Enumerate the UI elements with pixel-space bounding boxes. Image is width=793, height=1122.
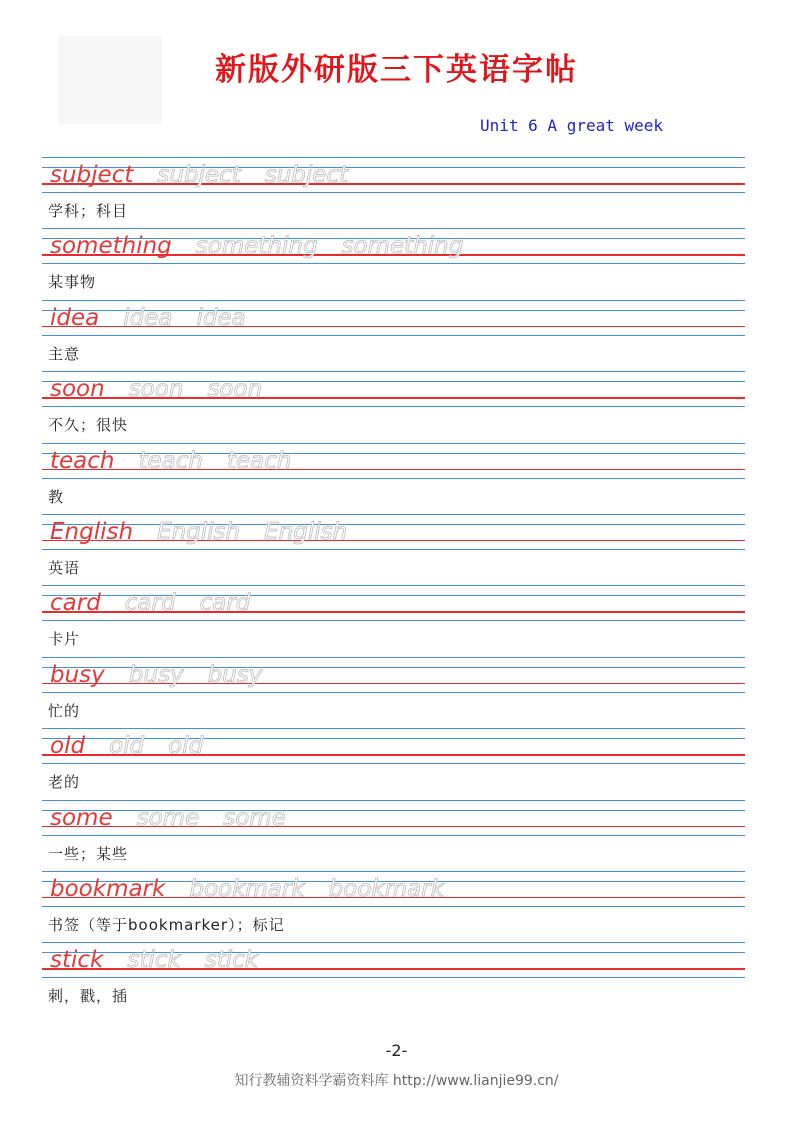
- unit-subtitle: Unit 6 A great week: [480, 116, 664, 135]
- writing-lines: [42, 869, 745, 906]
- trace-word: stick: [127, 947, 181, 974]
- vocab-word: card: [50, 590, 101, 617]
- vocab-meaning: 主意: [48, 344, 81, 363]
- writing-lines: [42, 441, 745, 478]
- word-row: [50, 301, 246, 335]
- word-row: [50, 158, 348, 192]
- vocab-word: bookmark: [50, 875, 166, 902]
- writing-lines: [42, 726, 745, 763]
- guide-line: [42, 478, 745, 479]
- vocab-word: subject: [50, 162, 134, 188]
- word-row: [50, 729, 203, 763]
- vocab-entry: [42, 369, 745, 440]
- trace-word: something: [195, 233, 318, 260]
- vocab-meaning: 书签（等于bookmarker）；标记: [48, 915, 285, 934]
- writing-lines: [42, 583, 745, 620]
- trace-word: bookmark: [328, 875, 445, 902]
- trace-word: soon: [207, 376, 263, 403]
- writing-lines: [42, 940, 745, 977]
- vocab-entry: [42, 869, 745, 940]
- guide-line: [42, 977, 745, 978]
- trace-word: idea: [196, 304, 246, 331]
- word-row: [50, 444, 292, 478]
- guide-line: [42, 335, 745, 336]
- word-row: [50, 515, 347, 549]
- vocab-entry: [42, 441, 745, 512]
- trace-word: English: [157, 518, 241, 545]
- word-row: [50, 586, 250, 620]
- guide-line: [42, 620, 745, 621]
- vocab-entry: [42, 583, 745, 654]
- writing-lines: [42, 369, 745, 406]
- vocab-meaning: 刺，戳，插: [48, 987, 129, 1006]
- trace-word: busy: [207, 661, 263, 688]
- vocab-entry: [42, 655, 745, 726]
- guide-line: [42, 406, 745, 407]
- trace-word: some: [223, 804, 286, 831]
- vocab-word: stick: [50, 947, 104, 974]
- writing-lines: [42, 155, 745, 192]
- trace-word: bookmark: [189, 875, 305, 902]
- word-row: [50, 658, 262, 692]
- vocab-entry: [42, 226, 745, 297]
- vocab-meaning: 老的: [48, 773, 81, 792]
- trace-word: soon: [128, 376, 184, 403]
- vocab-meaning: 忙的: [48, 701, 81, 720]
- word-row: [50, 872, 444, 906]
- writing-lines: [42, 512, 745, 549]
- writing-lines: [42, 226, 745, 263]
- vocab-word: busy: [50, 661, 105, 688]
- trace-word: busy: [128, 661, 184, 688]
- trace-word: stick: [204, 947, 259, 974]
- guide-line: [42, 763, 745, 764]
- guide-line: [42, 549, 745, 550]
- trace-word: something: [341, 233, 464, 260]
- copybook-rows: [42, 155, 745, 1012]
- vocab-word: some: [50, 804, 113, 831]
- vocab-entry: [42, 726, 745, 797]
- page-number: -2-: [385, 1041, 408, 1060]
- vocab-word: something: [50, 233, 172, 260]
- writing-lines: [42, 298, 745, 335]
- footer-text: 知行教辅资料学霸资料库 http://www.lianjie99.cn/: [234, 1073, 559, 1089]
- vocab-meaning: 某事物: [48, 273, 97, 292]
- vocab-meaning: 学科；科目: [48, 202, 129, 220]
- vocab-entry: [42, 798, 745, 869]
- vocab-entry: [42, 298, 745, 369]
- trace-word: teach: [227, 447, 292, 474]
- vocab-meaning: 一些；某些: [48, 844, 129, 863]
- writing-lines: [42, 798, 745, 835]
- word-row: [50, 801, 286, 835]
- word-row: [50, 943, 258, 977]
- word-row: [50, 229, 463, 263]
- vocab-word: soon: [50, 376, 105, 403]
- trace-word: card: [124, 590, 176, 617]
- vocab-word: teach: [50, 447, 115, 474]
- vocab-word: English: [50, 518, 134, 545]
- guide-line: [42, 263, 745, 264]
- vocab-entry: [42, 940, 745, 1011]
- vocab-entry: [42, 512, 745, 583]
- trace-word: subject: [264, 162, 349, 188]
- page-title: 新版外研版三下英语字帖: [215, 52, 578, 88]
- trace-word: subject: [157, 162, 241, 188]
- trace-word: card: [199, 590, 251, 617]
- vocab-meaning: 卡片: [48, 630, 81, 649]
- vocab-meaning: 英语: [48, 558, 81, 577]
- trace-word: idea: [123, 304, 173, 331]
- trace-word: teach: [138, 447, 203, 474]
- guide-line: [42, 192, 745, 193]
- guide-line: [42, 835, 745, 836]
- trace-word: English: [264, 518, 348, 545]
- trace-word: old: [109, 733, 145, 760]
- guide-line: [42, 692, 745, 693]
- guide-line: [42, 906, 745, 907]
- trace-word: old: [168, 733, 204, 760]
- vocab-entry: [42, 155, 745, 226]
- vocab-word: old: [50, 733, 86, 760]
- trace-word: some: [136, 804, 200, 831]
- word-row: [50, 372, 262, 406]
- vocab-meaning: 不久；很快: [48, 416, 129, 435]
- vocab-word: idea: [50, 304, 100, 331]
- vocab-meaning: 教: [48, 487, 65, 506]
- writing-lines: [42, 655, 745, 692]
